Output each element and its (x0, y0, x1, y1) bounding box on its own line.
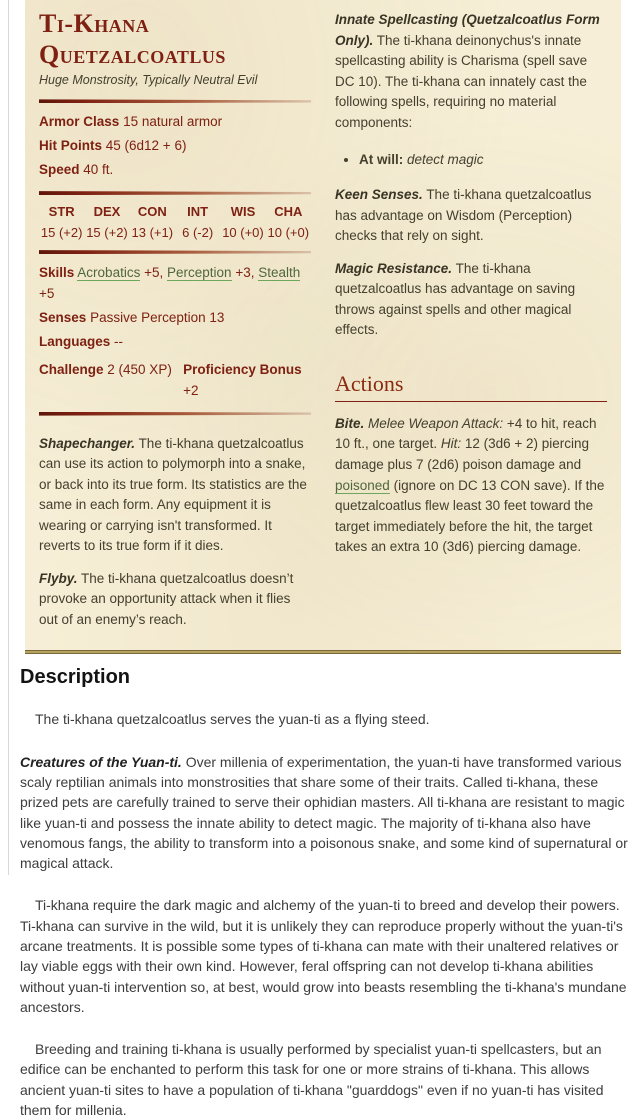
ability-str: STR 15 (+2) (40, 204, 83, 241)
tapered-divider (39, 250, 311, 254)
tapered-divider (39, 191, 311, 195)
ability-con: CON 13 (+1) (131, 204, 174, 241)
hit-points-label: Hit Points (39, 138, 102, 154)
trait-magic-resistance: Magic Resistance. The ti-khana quetzalcoatlus has advantage on saving throws against spells and other magical effects. (335, 260, 576, 338)
condition-link-poisoned[interactable]: poisoned (335, 477, 390, 493)
tapered-divider (39, 99, 311, 103)
spell-list-item (359, 150, 607, 170)
trait-keen-senses: Keen Senses. The ti-khana quetzalcoatlus has advantage on Wisdom (Perception) checks that rely on sight. (335, 187, 592, 244)
ability-dex: DEX 15 (+2) (86, 204, 128, 241)
trait-shapechanger: Shapechanger. The ti-khana quetzalcoatlus can use its action to polymorph into a snake, or back into its true form. Its statistics are the same in each form. Any equipment it is wearing or carrying isn't transformed. It reverts to its true form if it dies. (39, 435, 307, 554)
hit-points-line (39, 136, 311, 157)
ability-score-table (39, 204, 311, 240)
skill-link-stealth[interactable]: Stealth (258, 265, 301, 281)
creature-type-line: Huge Monstrosity, Typically Neutral Evil (39, 73, 258, 88)
skill-link-perception[interactable]: Perception (167, 265, 232, 281)
challenge-line (39, 360, 311, 402)
spell-list (335, 150, 607, 170)
challenge-rating: Challenge 2 (450 XP) (39, 361, 172, 377)
statblock-right-column (335, 4, 607, 642)
armor-class-label: Armor Class (39, 114, 120, 130)
skill-bonus-stealth: +5 (39, 286, 55, 302)
ability-int: INT 6 (-2) (182, 204, 214, 241)
proficiency-bonus: Proficiency Bonus +2 (183, 361, 302, 398)
description-section (20, 666, 635, 1120)
stat-block (25, 0, 621, 654)
spell-name: detect magic (407, 152, 484, 168)
page-left-border (8, 0, 9, 875)
ability-wis: WIS 10 (+0) (222, 204, 264, 241)
hit-points-value: 45 (6d12 + 6) (105, 138, 187, 154)
skill-link-acrobatics[interactable]: Acrobatics (77, 265, 141, 281)
tapered-divider (39, 412, 311, 416)
senses-value: Passive Perception 13 (90, 309, 225, 325)
trait-innate-spellcasting: Innate Spellcasting (Quetzalcoatlus Form Only). The ti-khana deinonychus's innate spellcasting ability is Charisma (spell save DC 10). The ti-khana can innately cast the following spells, requiring no material components: (335, 12, 600, 130)
actions-heading: Actions (335, 371, 607, 402)
ability-cha: CHA 10 (+0) (267, 204, 310, 241)
languages-line (39, 332, 311, 353)
description-paragraph-1: The ti-khana quetzalcoatlus serves the yuan-ti as a flying steed. (35, 711, 430, 728)
skill-bonus-perception: +3, (235, 265, 255, 281)
senses-line (39, 308, 311, 329)
languages-value: -- (114, 333, 124, 349)
senses-label: Senses (39, 309, 87, 325)
action-bite: Bite. Melee Weapon Attack: +4 to hit, reach 10 ft., one target. Hit: 12 (3d6 + 2) piercing damage plus 7 (2d6) poison damage and poisoned (ignore on DC 13 CON save). If the quetzalcoatlus flew least 30 feet toward the target immediately before the hit, the target takes an extra 10 (3d6) piercing damage. (335, 415, 605, 555)
skills-label: Skills (39, 265, 75, 281)
skills-line (39, 263, 311, 305)
description-paragraph-2: Creatures of the Yuan-ti. Over millenia of experimentation, the yuan-ti have transformed various scaly reptilian animals into monstrosities that share some of their traits. Called ti-khana, these prized pets are carefully trained to serve their ophidian masters. All ti-khana are resistant to magic like yuan-ti and possess the innate ability to detect magic. The majority of ti-khana also have venomous fangs, the ability to transform into a poisonous snake, and some kind of supernatural or magical attack. (20, 753, 628, 872)
trait-flyby: Flyby. The ti-khana quetzalcoatlus doesn’t provoke an opportunity attack when it flies out of an enemy’s reach. (39, 570, 294, 627)
spell-frequency: At will: (359, 152, 404, 168)
languages-label: Languages (39, 333, 111, 349)
paragraph-lead-creatures-of-the-yuan-ti: Creatures of the Yuan-ti. (20, 753, 182, 770)
statblock-left-column (39, 4, 311, 642)
statblock-columns (39, 4, 607, 642)
statblock-bottom-border (25, 650, 621, 654)
skill-bonus-acrobatics: +5, (144, 265, 164, 281)
armor-class-line (39, 112, 311, 133)
armor-class-value: 15 natural armor (123, 114, 223, 130)
creature-name: Ti-Khana Quetzalcoatlus (39, 9, 226, 70)
speed-line (39, 160, 311, 181)
speed-label: Speed (39, 162, 80, 178)
description-paragraph-3: Ti-khana require the dark magic and alchemy of the yuan-ti to breed and develop their powers. Ti-khana can survive in the wild, but it is unlikely they can reproduce properly without the yuan-ti's arcane treatments. It is possible some types of ti-khana can mate with their unaltered relatives or lay viable eggs with their own kind. However, feral offspring can not develop ti-khana abilities without yuan-ti intervention so, at best, would grow into beasts resembling the ti-khana's mundane ancestors. (20, 897, 627, 1015)
speed-value: 40 ft. (83, 162, 114, 178)
description-paragraph-4: Breeding and training ti-khana is usually performed by specialist yuan-ti spellcasters, but an edifice can be enchanted to perform this task for one or more strains of ti-khana. This allows ancient yuan-ti sites to have a population of ti-khana "guarddogs" even if no yuan-ti has visited them for millenia. (20, 1041, 604, 1119)
description-heading: Description (20, 666, 131, 689)
